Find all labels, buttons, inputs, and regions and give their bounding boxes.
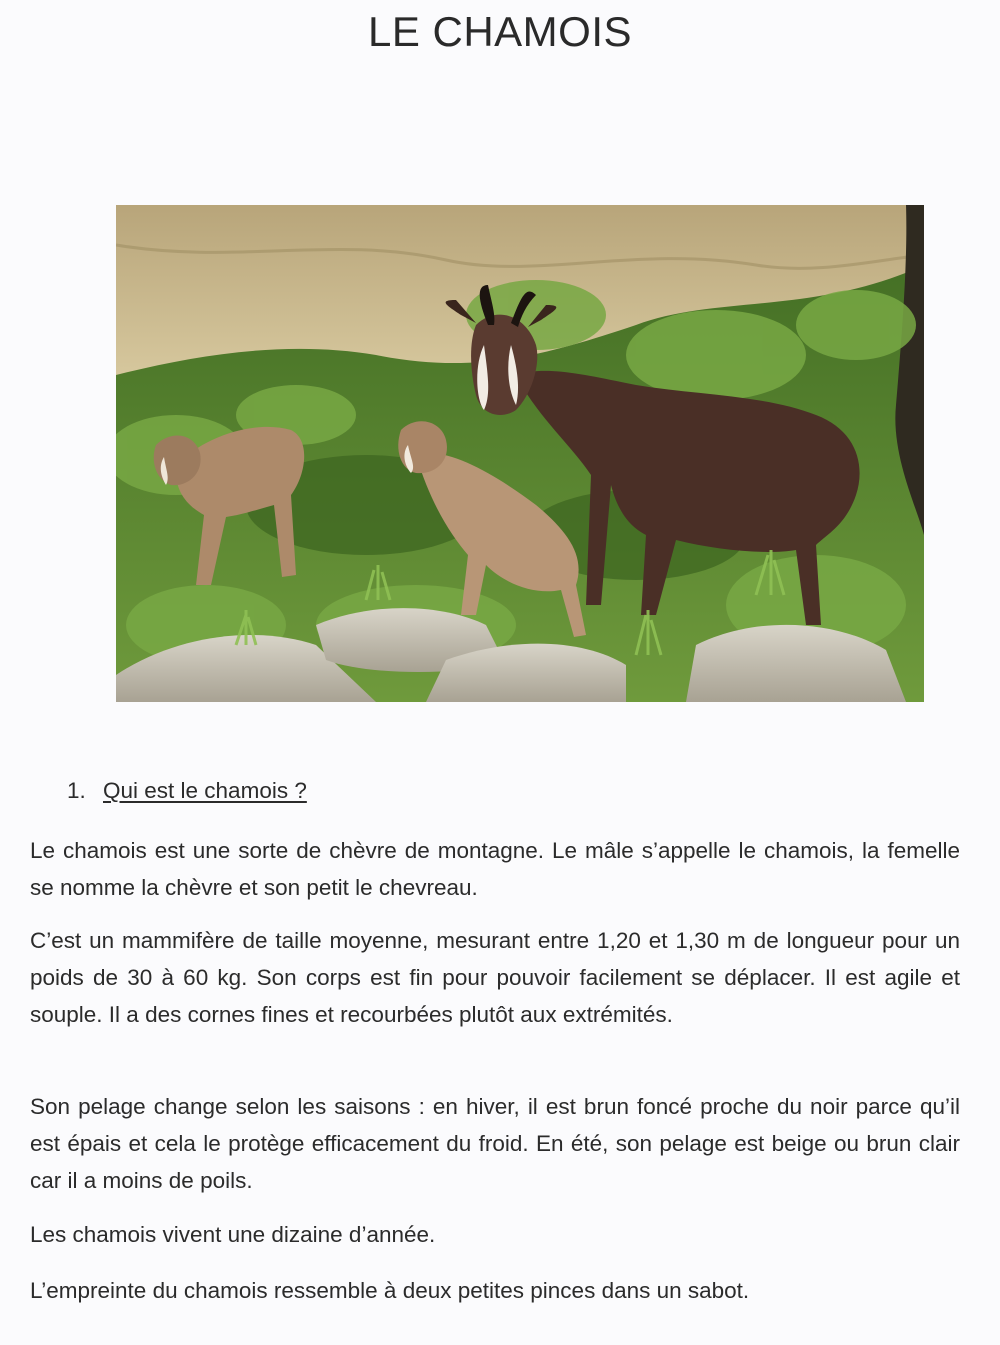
chamois-photo-illustration <box>116 205 924 702</box>
paragraph-coat: Son pelage change selon les saisons : en hiver, il est brun foncé proche du noir parce qu’il est épais et cela le protège efficacement du froid. En été, son pelage est beige ou brun clair car il a moins de poils. <box>30 1094 960 1193</box>
chamois-photo <box>116 205 924 702</box>
paragraph-footprint: L’empreinte du chamois ressemble à deux petites pinces dans un sabot. <box>30 1278 750 1303</box>
paragraph-definition: Le chamois est une sorte de chèvre de montagne. Le mâle s’appelle le chamois, la femelle se nomme la chèvre et son petit le chevreau. <box>30 838 960 900</box>
section-heading-text: Qui est le chamois ? <box>103 778 307 803</box>
page-title: LE CHAMOIS <box>367 8 633 55</box>
paragraph-size: C’est un mammifère de taille moyenne, mesurant entre 1,20 et 1,30 m de longueur pour un poids de 30 à 60 kg. Son corps est fin pour pouvoir facilement se déplacer. Il est agile et souple. Il a des cornes fines et recourbées plutôt aux extrémités. <box>30 928 960 1027</box>
paragraph-lifespan: Les chamois vivent une dizaine d’année. <box>30 1222 436 1247</box>
section-heading <box>67 778 307 804</box>
section-number: 1. <box>67 778 86 803</box>
